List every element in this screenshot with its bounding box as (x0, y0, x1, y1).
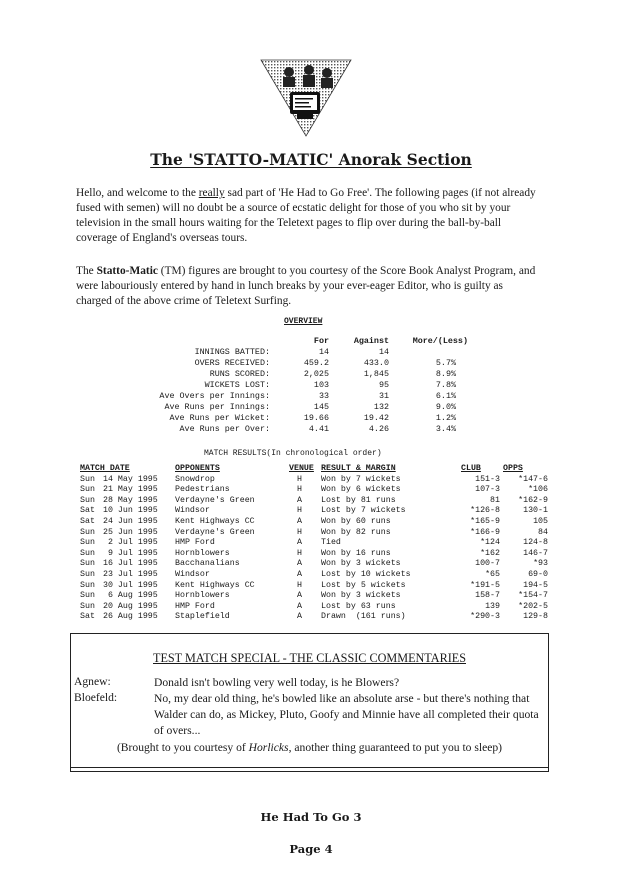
col-date: MATCH DATE (80, 464, 130, 473)
result-margin: Won by 6 wickets (321, 485, 401, 495)
result-club-score: *165-9 (470, 516, 500, 526)
overview-against: 95 (378, 380, 389, 390)
overview-table (80, 336, 540, 436)
result-day: Sun (80, 538, 95, 548)
overview-for: 145 (313, 402, 329, 412)
overview-row (80, 347, 540, 358)
result-margin: Drawn (161 runs) (321, 612, 406, 622)
result-opponents: Windsor (175, 569, 210, 579)
result-row (80, 559, 550, 570)
result-venue: H (297, 527, 302, 537)
overview-row (80, 369, 540, 380)
result-row (80, 602, 550, 613)
result-day: Sun (80, 569, 95, 579)
result-opps-score: *147-6 (518, 474, 548, 484)
result-margin: Lost by 81 runs (321, 495, 396, 505)
result-row (80, 591, 550, 602)
result-venue: H (297, 580, 302, 590)
result-venue: A (297, 516, 302, 526)
result-venue: A (297, 612, 302, 622)
result-club-score: *65 (485, 569, 500, 579)
result-day: Sun (80, 601, 95, 611)
result-venue: H (297, 506, 302, 516)
overview-diff: 5.7% (435, 358, 456, 368)
col-against: Against (353, 336, 389, 346)
result-day: Sat (80, 516, 95, 526)
col-venue: VENUE (289, 464, 314, 473)
overview-against: 31 (378, 391, 389, 401)
result-opps-score: *93 (533, 559, 548, 569)
result-row (80, 581, 550, 592)
result-opponents: HMP Ford (175, 538, 215, 548)
result-opponents: Bacchanalians (175, 559, 240, 569)
result-row (80, 475, 550, 486)
commentary-box (70, 633, 549, 772)
overview-row (80, 413, 540, 424)
overview-diff: 9.0% (435, 402, 456, 412)
intro-text: Hello, and welcome to the (76, 187, 199, 199)
overview-heading: OVERVIEW (284, 317, 323, 326)
result-date: 2 Jul 1995 (103, 538, 158, 548)
result-venue: A (297, 495, 302, 505)
result-venue: A (297, 559, 302, 569)
result-day: Sat (80, 612, 95, 622)
result-margin: Lost by 10 wickets (321, 569, 411, 579)
result-opps-score: 124-8 (523, 538, 548, 548)
overview-against: 4.26 (368, 424, 389, 434)
result-venue: H (297, 548, 302, 558)
results-heading: MATCH RESULTS(In chronological order) (204, 449, 382, 458)
overview-label: Ave Runs per Innings: (164, 402, 270, 412)
statto-matic-name: Statto-Matic (96, 265, 158, 277)
overview-header-row (80, 336, 540, 347)
result-date: 26 Aug 1995 (103, 612, 158, 622)
result-club-score: 151-3 (475, 474, 500, 484)
credits-paragraph (76, 264, 536, 309)
result-date: 24 Jun 1995 (103, 516, 158, 526)
intro-emphasis: really (198, 187, 225, 199)
result-day: Sun (80, 591, 95, 601)
result-date: 10 Jun 1995 (103, 506, 158, 516)
overview-against: 433.0 (363, 358, 389, 368)
result-row (80, 485, 550, 496)
col-club: CLUB (461, 464, 481, 473)
result-row (80, 538, 550, 549)
overview-row (80, 402, 540, 413)
result-day: Sat (80, 506, 95, 516)
result-venue: H (297, 485, 302, 495)
result-date: 23 Jul 1995 (103, 569, 158, 579)
overview-row (80, 391, 540, 402)
commentary-credit (71, 741, 548, 754)
credit-text: , another thing guaranteed to put you to sleep) (288, 741, 503, 754)
result-date: 21 May 1995 (103, 485, 158, 495)
overview-label: INNINGS BATTED: (194, 347, 270, 357)
col-opps: OPPS (503, 464, 523, 473)
credits-text: (TM) figures are brought to you courtesy of the Score Book Analyst Program, and were labouriously entered by hand in lunch breaks by your ever-eager Editor, who is guilty as charged of the above crime of Teletext Surfing. (76, 265, 536, 307)
result-date: 16 Jul 1995 (103, 559, 158, 569)
result-margin: Tied (321, 538, 341, 548)
page-title: The 'STATTO-MATIC' Anorak Section (150, 150, 472, 169)
overview-label: Ave Runs per Over: (179, 424, 270, 434)
result-day: Sun (80, 485, 95, 495)
col-result: RESULT & MARGIN (321, 464, 396, 473)
overview-label: OVERS RECEIVED: (194, 358, 270, 368)
result-club-score: *166-9 (470, 527, 500, 537)
result-opponents: Hornblowers (175, 591, 230, 601)
results-table (80, 464, 550, 623)
overview-against: 14 (378, 347, 389, 357)
result-row (80, 612, 550, 623)
result-venue: A (297, 569, 302, 579)
result-date: 6 Aug 1995 (103, 591, 158, 601)
overview-against: 1,845 (363, 369, 389, 379)
result-opps-score: *106 (528, 485, 548, 495)
result-margin: Won by 7 wickets (321, 474, 401, 484)
result-opps-score: *154-7 (518, 591, 548, 601)
statto-matic-logo (259, 58, 353, 138)
overview-for: 14 (318, 347, 329, 357)
result-opponents: Verdayne's Green (175, 495, 255, 505)
result-row (80, 517, 550, 528)
overview-against: 19.42 (363, 413, 389, 423)
commentary-title: TEST MATCH SPECIAL - THE CLASSIC COMMENTARIES (153, 651, 466, 665)
result-date: 30 Jul 1995 (103, 580, 158, 590)
result-venue: A (297, 591, 302, 601)
overview-label: Ave Overs per Innings: (159, 391, 270, 401)
result-row (80, 528, 550, 539)
credits-text: The (76, 265, 97, 277)
result-day: Sun (80, 548, 95, 558)
result-day: Sun (80, 580, 95, 590)
footer-title: He Had To Go 3 (260, 810, 362, 824)
result-opps-score: 129-8 (523, 612, 548, 622)
result-opponents: Staplefield (175, 612, 230, 622)
result-opponents: Verdayne's Green (175, 527, 255, 537)
result-opponents: Kent Highways CC (175, 580, 255, 590)
result-club-score: 139 (485, 601, 500, 611)
result-venue: A (297, 538, 302, 548)
result-day: Sun (80, 559, 95, 569)
result-club-score: 81 (490, 495, 500, 505)
overview-diff: 6.1% (435, 391, 456, 401)
result-opponents: Pedestrians (175, 485, 230, 495)
speaker-agnew: Agnew: (74, 675, 111, 688)
result-row (80, 549, 550, 560)
credit-brand: Horlicks (248, 741, 289, 754)
result-opps-score: *162-9 (518, 495, 548, 505)
result-opps-score: 105 (533, 516, 548, 526)
result-opps-score: 84 (538, 527, 548, 537)
quote-bloefeld: No, my dear old thing, he's bowled like an absolute arse - but there's nothing that Walder can do, as Mickey, Pluto, Goofy and Minnie have all completed their quota of overs... (154, 692, 539, 737)
result-venue: A (297, 601, 302, 611)
intro-text: sad part of 'He Had to Go Free'. The following pages (if not already fused with semen) will no doubt be a source of ecstatic delight for those of you who sit by your television in the small hours waiting for the Teletext pages to flip over during the ball-by-ball coverage of England's overseas tours. (76, 187, 536, 244)
overview-for: 19.66 (303, 413, 329, 423)
quote-agnew: Donald isn't bowling very well today, is he Blowers? (154, 676, 400, 689)
result-margin: Won by 3 wickets (321, 559, 401, 569)
result-club-score: 158-7 (475, 591, 500, 601)
result-margin: Lost by 63 runs (321, 601, 396, 611)
result-row (80, 570, 550, 581)
overview-diff: 1.2% (435, 413, 456, 423)
result-row (80, 506, 550, 517)
result-date: 25 Jun 1995 (103, 527, 158, 537)
result-margin: Won by 16 runs (321, 548, 391, 558)
result-club-score: 100-7 (475, 559, 500, 569)
credit-text: (Brought to you courtesy of (116, 741, 249, 754)
result-day: Sun (80, 474, 95, 484)
result-venue: H (297, 474, 302, 484)
overview-label: WICKETS LOST: (204, 380, 270, 390)
result-margin: Won by 82 runs (321, 527, 391, 537)
overview-for: 2,025 (303, 369, 329, 379)
col-opponents: OPPONENTS (175, 464, 220, 473)
overview-diff: 8.9% (435, 369, 456, 379)
overview-row (80, 424, 540, 435)
result-row (80, 496, 550, 507)
result-opponents: Hornblowers (175, 548, 230, 558)
result-club-score: *191-5 (470, 580, 500, 590)
result-day: Sun (80, 495, 95, 505)
overview-diff: 7.8% (435, 380, 456, 390)
overview-row (80, 358, 540, 369)
result-margin: Lost by 7 wickets (321, 506, 406, 516)
overview-for: 4.41 (308, 424, 329, 434)
result-margin: Won by 3 wickets (321, 591, 401, 601)
overview-label: RUNS SCORED: (209, 369, 270, 379)
result-club-score: *126-8 (470, 506, 500, 516)
result-opponents: Snowdrop (175, 474, 215, 484)
col-diff: More/(Less) (412, 336, 468, 346)
overview-for: 33 (318, 391, 329, 401)
result-club-score: *124 (480, 538, 500, 548)
result-date: 14 May 1995 (103, 474, 158, 484)
overview-for: 103 (313, 380, 329, 390)
overview-for: 459.2 (303, 358, 329, 368)
overview-row (80, 380, 540, 391)
intro-paragraph (76, 186, 536, 246)
result-opponents: Windsor (175, 506, 210, 516)
result-opps-score: 130-1 (523, 506, 548, 516)
result-opps-score: *202-5 (518, 601, 548, 611)
result-club-score: *162 (480, 548, 500, 558)
page-number: Page 4 (289, 842, 333, 856)
result-opponents: Kent Highways CC (175, 516, 255, 526)
result-date: 28 May 1995 (103, 495, 158, 505)
result-club-score: 107-3 (475, 485, 500, 495)
result-opps-score: 69-0 (528, 569, 548, 579)
result-margin: Won by 60 runs (321, 516, 391, 526)
results-header-row (80, 464, 550, 475)
result-date: 9 Jul 1995 (103, 548, 158, 558)
overview-against: 132 (373, 402, 389, 412)
overview-label: Ave Runs per Wicket: (169, 413, 270, 423)
result-day: Sun (80, 527, 95, 537)
result-margin: Lost by 5 wickets (321, 580, 406, 590)
result-opponents: HMP Ford (175, 601, 215, 611)
result-date: 20 Aug 1995 (103, 601, 158, 611)
result-opps-score: 194-5 (523, 580, 548, 590)
result-opps-score: 146-7 (523, 548, 548, 558)
overview-diff: 3.4% (435, 424, 456, 434)
col-for: For (313, 336, 329, 346)
result-club-score: *290-3 (470, 612, 500, 622)
speaker-bloefeld: Bloefeld: (74, 691, 118, 704)
